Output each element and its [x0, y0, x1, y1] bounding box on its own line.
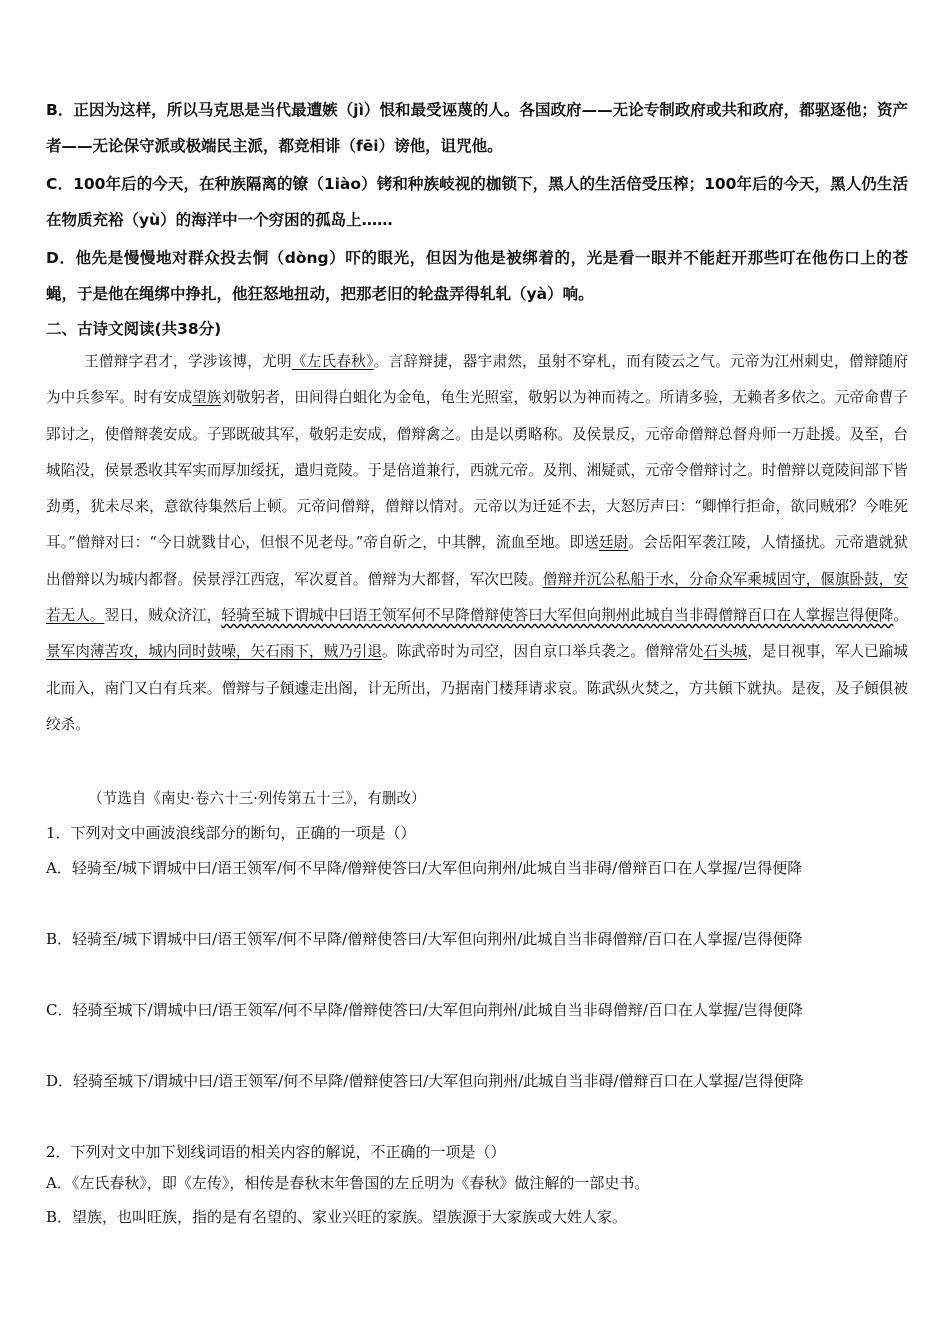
passage-text: 刘敬躬者，田间得白蛆化为金龟，龟生光照室，敬躬以为神而祷之。所请多验，无赖者多依之。元帝命曹子郢讨之，使僧辩袭安成。子郢既破其军，敬躬走安成，僧辩禽之。由是以勇略称。及侯景反，元帝命僧辩总督舟师一万赴援。及至，台城陷没，侯景悉收其军实而厚加绥抚，遣归竟陵。于是倍道兼行，西就元帝。及荆、湘疑贰，元帝令僧辩讨之。时僧辩以竟陵间部下皆劲勇，犹未尽来，意欲待集然后上顿。元帝问僧辩，僧辩以情对。元帝以为迁延不去，大怒厉声曰：“卿惮行拒命，欲同贼邪？今唯死耳。”僧辩对曰：“今日就戮甘心，但恨不见老母。”帝自斫之，中其髀，流血至地。即送 [46, 389, 908, 552]
question-2-option-a: A．《左氏春秋》，即《左传》，相传是春秋末年鲁国的左丘明为《春秋》做注解的一部史书。 [46, 1174, 650, 1192]
question-2-option-b: B．望族，也叫旺族，指的是有名望的、家业兴旺的家族。望族源于大家族或大姓人家。 [46, 1208, 628, 1226]
question-1-stem: 1．下列对文中画波浪线部分的断句，正确的一项是（） [46, 824, 416, 842]
classical-passage [46, 344, 908, 743]
underlined-sentence: 僧辩并沉公私船于水，分命众军乘城固守，偃旗卧鼓，安若无人。 [46, 570, 908, 625]
section-title: 二、古诗文阅读(共38分) [46, 320, 222, 338]
question-1-option-d: D．轻骑至城下/谓城中曰/语王领军/何不早降/僧辩使答曰/大军但向荆州/此城自当非碍/僧辩百口在人掌握/岂得便降 [46, 1072, 804, 1090]
source-note: （节选自《南史·卷六十三·列传第五十三》，有删改） [88, 790, 426, 807]
underlined-term-wangzu: 望族 [192, 389, 222, 407]
question-1-option-b: B．轻骑至/城下谓城中曰/语王领军/何不早降/僧辩使答曰/大军但向荆州/此城自当非碍僧辩/百口在人掌握/岂得便降 [46, 930, 803, 948]
passage-text: ，是日视事，军人已踰城北而入，南门又白有兵来。僧辩与子頠遽走出阁，计无所出，乃据南门楼拜请求哀。陈武纵火焚之，方共頠下就执。是夜，及子頠俱被绞杀。 [46, 643, 908, 733]
prev-option-c: C．100年后的今天，在种族隔离的镣（1iào）铐和种族岐视的枷锁下，黑人的生活倍受压榨；100年后的今天，黑人仍生活在物质充裕（yù）的海洋中一个穷困的孤岛上…… [46, 175, 908, 229]
passage-text: 。会岳阳军袭江陵，人情搔扰。元帝遣就狱出僧辩以为城内都督。侯景浮江西寇，军次夏首。僧辩为大都督，军次巴陵。 [46, 534, 908, 588]
passage-text: 。 [893, 607, 908, 625]
underlined-sentence: 景军肉薄苦攻，城内同时鼓噪，矢石雨下，贼乃引退 [46, 643, 383, 661]
wavy-underlined-sentence: 轻骑至城下谓城中曰语王领军何不早降僧辩使答曰大军但向荆州此城自当非碍僧辩百口在人掌握岂得便降 [221, 607, 894, 625]
question-1-option-c: C．轻骑至城下/谓城中曰/语王领军/何不早降/僧辩使答曰/大军但向荆州/此城自当非碍僧辩/百口在人掌握/岂得便降 [46, 1001, 803, 1019]
passage-text: 翌日，贼众济江， [104, 607, 222, 625]
prev-option-b: B．正因为这样，所以马克思是当代最遭嫉（jì）恨和最受诬蔑的人。各国政府——无论专制政府或共和政府，都驱逐他；资产者——无论保守派或极端民主派，都竞相诽（fēi）谤他，诅咒他。 [46, 101, 908, 155]
underlined-term-tingwei: 廷尉 [598, 534, 629, 552]
underlined-term-zuoshi-chunqiu: 《左氏春秋》 [291, 353, 374, 370]
passage-text: 。陈武帝时为司空，因自京口举兵袭之。僧辩常处 [382, 643, 704, 661]
underlined-term-shitoucheng: 石头城 [703, 643, 748, 661]
question-1-option-a: A．轻骑至/城下谓城中曰/语王领军/何不早降/僧辩使答曰/大军但向荆州/此城自当非碍/僧辩百口在人掌握/岂得便降 [46, 859, 803, 877]
prev-option-d: D．他先是慢慢地对群众投去恫（dòng）吓的眼光，但因为他是被绑着的，光是看一眼并不能赶开那些叮在他伤口上的苍蝇，于是他在绳绑中挣扎，他狂怒地扭动，把那老旧的轮盘弄得轧轧（yà）响。 [46, 249, 908, 303]
passage-text: 。言辞辩捷，器宇肃然，虽射不穿札，而有陵云之气。元帝为江州刺史，僧辩随府为中兵参军。时有安成 [46, 353, 908, 407]
question-2-stem: 2．下列对文中加下划线词语的相关内容的解说，不正确的一项是（） [46, 1143, 506, 1161]
passage-text: 王僧辩字君才，学涉该博，尤明 [83, 353, 292, 370]
